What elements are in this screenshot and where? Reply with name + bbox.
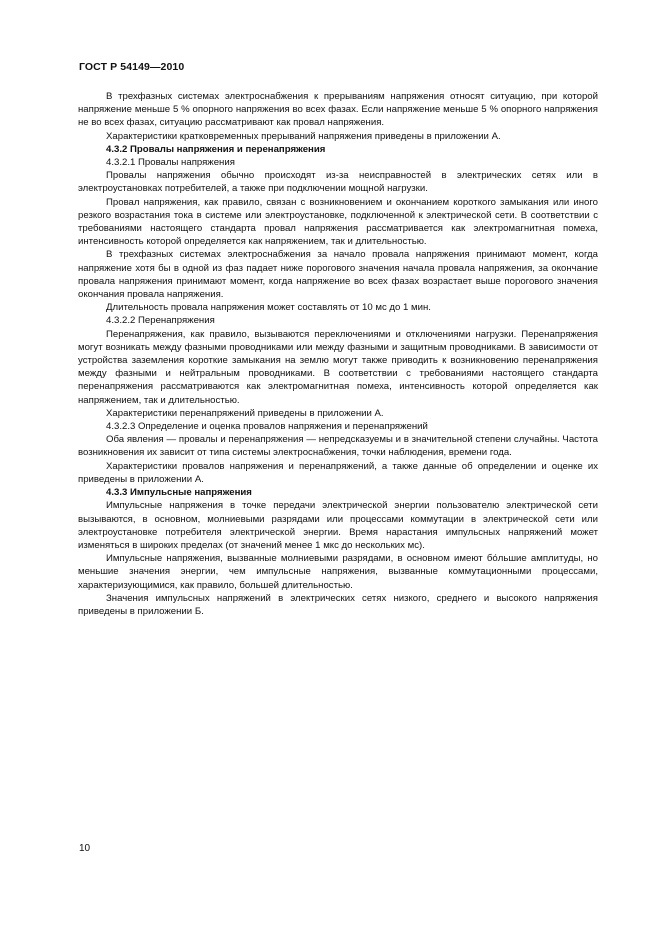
section-heading-4-3-3: 4.3.3 Импульсные напряжения: [106, 487, 252, 499]
paragraph: В трехфазных системах электроснабжения за начало провала напряжения принимают момент, когда напряжение хотя бы в одной из фаз падает ниже порогового значения начала провала напряжения, за окончание провала напряжения принимают момент, когда напряжение во всех фазах возрастает выше порогового значения окончания провала напряжения.: [78, 249, 598, 301]
section-heading-4-3-2: 4.3.2 Провалы напряжения и перенапряжения: [106, 143, 326, 155]
paragraph: Длительность провала напряжения может составлять от 10 мс до 1 мин.: [106, 302, 431, 314]
subsection-heading-4-3-2-2: 4.3.2.2 Перенапряжения: [106, 315, 215, 327]
paragraph: Характеристики кратковременных прерываний напряжения приведены в приложении А.: [106, 130, 501, 142]
paragraph: Импульсные напряжения в точке передачи электрической энергии пользователю электрической сети вызываются, в основном, молниевыми разрядами или процессами коммутации в электрической сети или электроустановке потребителя электрической энергии. Время нарастания импульсных напряжений может изменяться в широких пределах (от значений менее 1 мкс до нескольких мс).: [78, 500, 598, 551]
paragraph: Импульсные напряжения, вызванные молниевыми разрядами, в основном имеют бо́льшие амплитуды, но меньшие значения энергии, чем импульсные напряжения, вызванные коммутационными процессами, характеризующимися, как правило, большей длительностью.: [78, 553, 598, 591]
paragraph: В трехфазных системах электроснабжения к прерываниям напряжения относят ситуацию, при которой напряжение меньше 5 % опорного напряжения во всех фазах. Если напряжение меньше 5 % опорного напряжения не во всех фазах, ситуацию рассматривают как провал напряжения.: [78, 91, 598, 129]
paragraph: Характеристики перенапряжений приведены в приложении А.: [106, 407, 384, 419]
paragraph: Характеристики провалов напряжения и перенапряжений, а также данные об определении и оценке их приведены в приложении А.: [78, 460, 598, 485]
subsection-heading-4-3-2-1: 4.3.2.1 Провалы напряжения: [106, 157, 235, 169]
page-number: 10: [79, 843, 91, 854]
document-code: ГОСТ Р 54149—2010: [79, 61, 185, 73]
paragraph: Значения импульсных напряжений в электрических сетях низкого, среднего и высокого напряжения приведены в приложении Б.: [78, 592, 598, 617]
paragraph: Провалы напряжения обычно происходят из-за неисправностей в электрических сетях или в электроустановках потребителей, а также при подключении мощной нагрузки.: [78, 170, 598, 195]
document-body: [78, 90, 598, 618]
paragraph: Перенапряжения, как правило, вызываются переключениями и отключениями нагрузки. Перенапряжения могут возникать между фазными проводниками или между фазными и защитным проводниками. В зависимости от устройства заземления короткие замыкания на землю могут также приводить к возникновению перенапряжения между фазными и нейтральным проводниками. В соответствии с требованиями настоящего стандарта перенапряжения рассматриваются как электромагнитная помеха, интенсивность которой определяется как напряжением, так и длительностью.: [78, 328, 598, 406]
subsection-heading-4-3-2-3: 4.3.2.3 Определение и оценка провалов напряжения и перенапряжений: [106, 421, 428, 433]
paragraph: Оба явления — провалы и перенапряжения — непредсказуемы и в значительной степени случайны. Частота возникновения их зависит от типа системы электроснабжения, точки наблюдения, времени года.: [78, 434, 598, 459]
paragraph: Провал напряжения, как правило, связан с возникновением и окончанием короткого замыкания или иного резкого возрастания тока в системе или электроустановке, подключенной к электрической сети. В соответствии с требованиями настоящего стандарта провал напряжения рассматривается как электромагнитная помеха, интенсивность которой определяется как напряжением, так и длительностью.: [78, 196, 598, 248]
